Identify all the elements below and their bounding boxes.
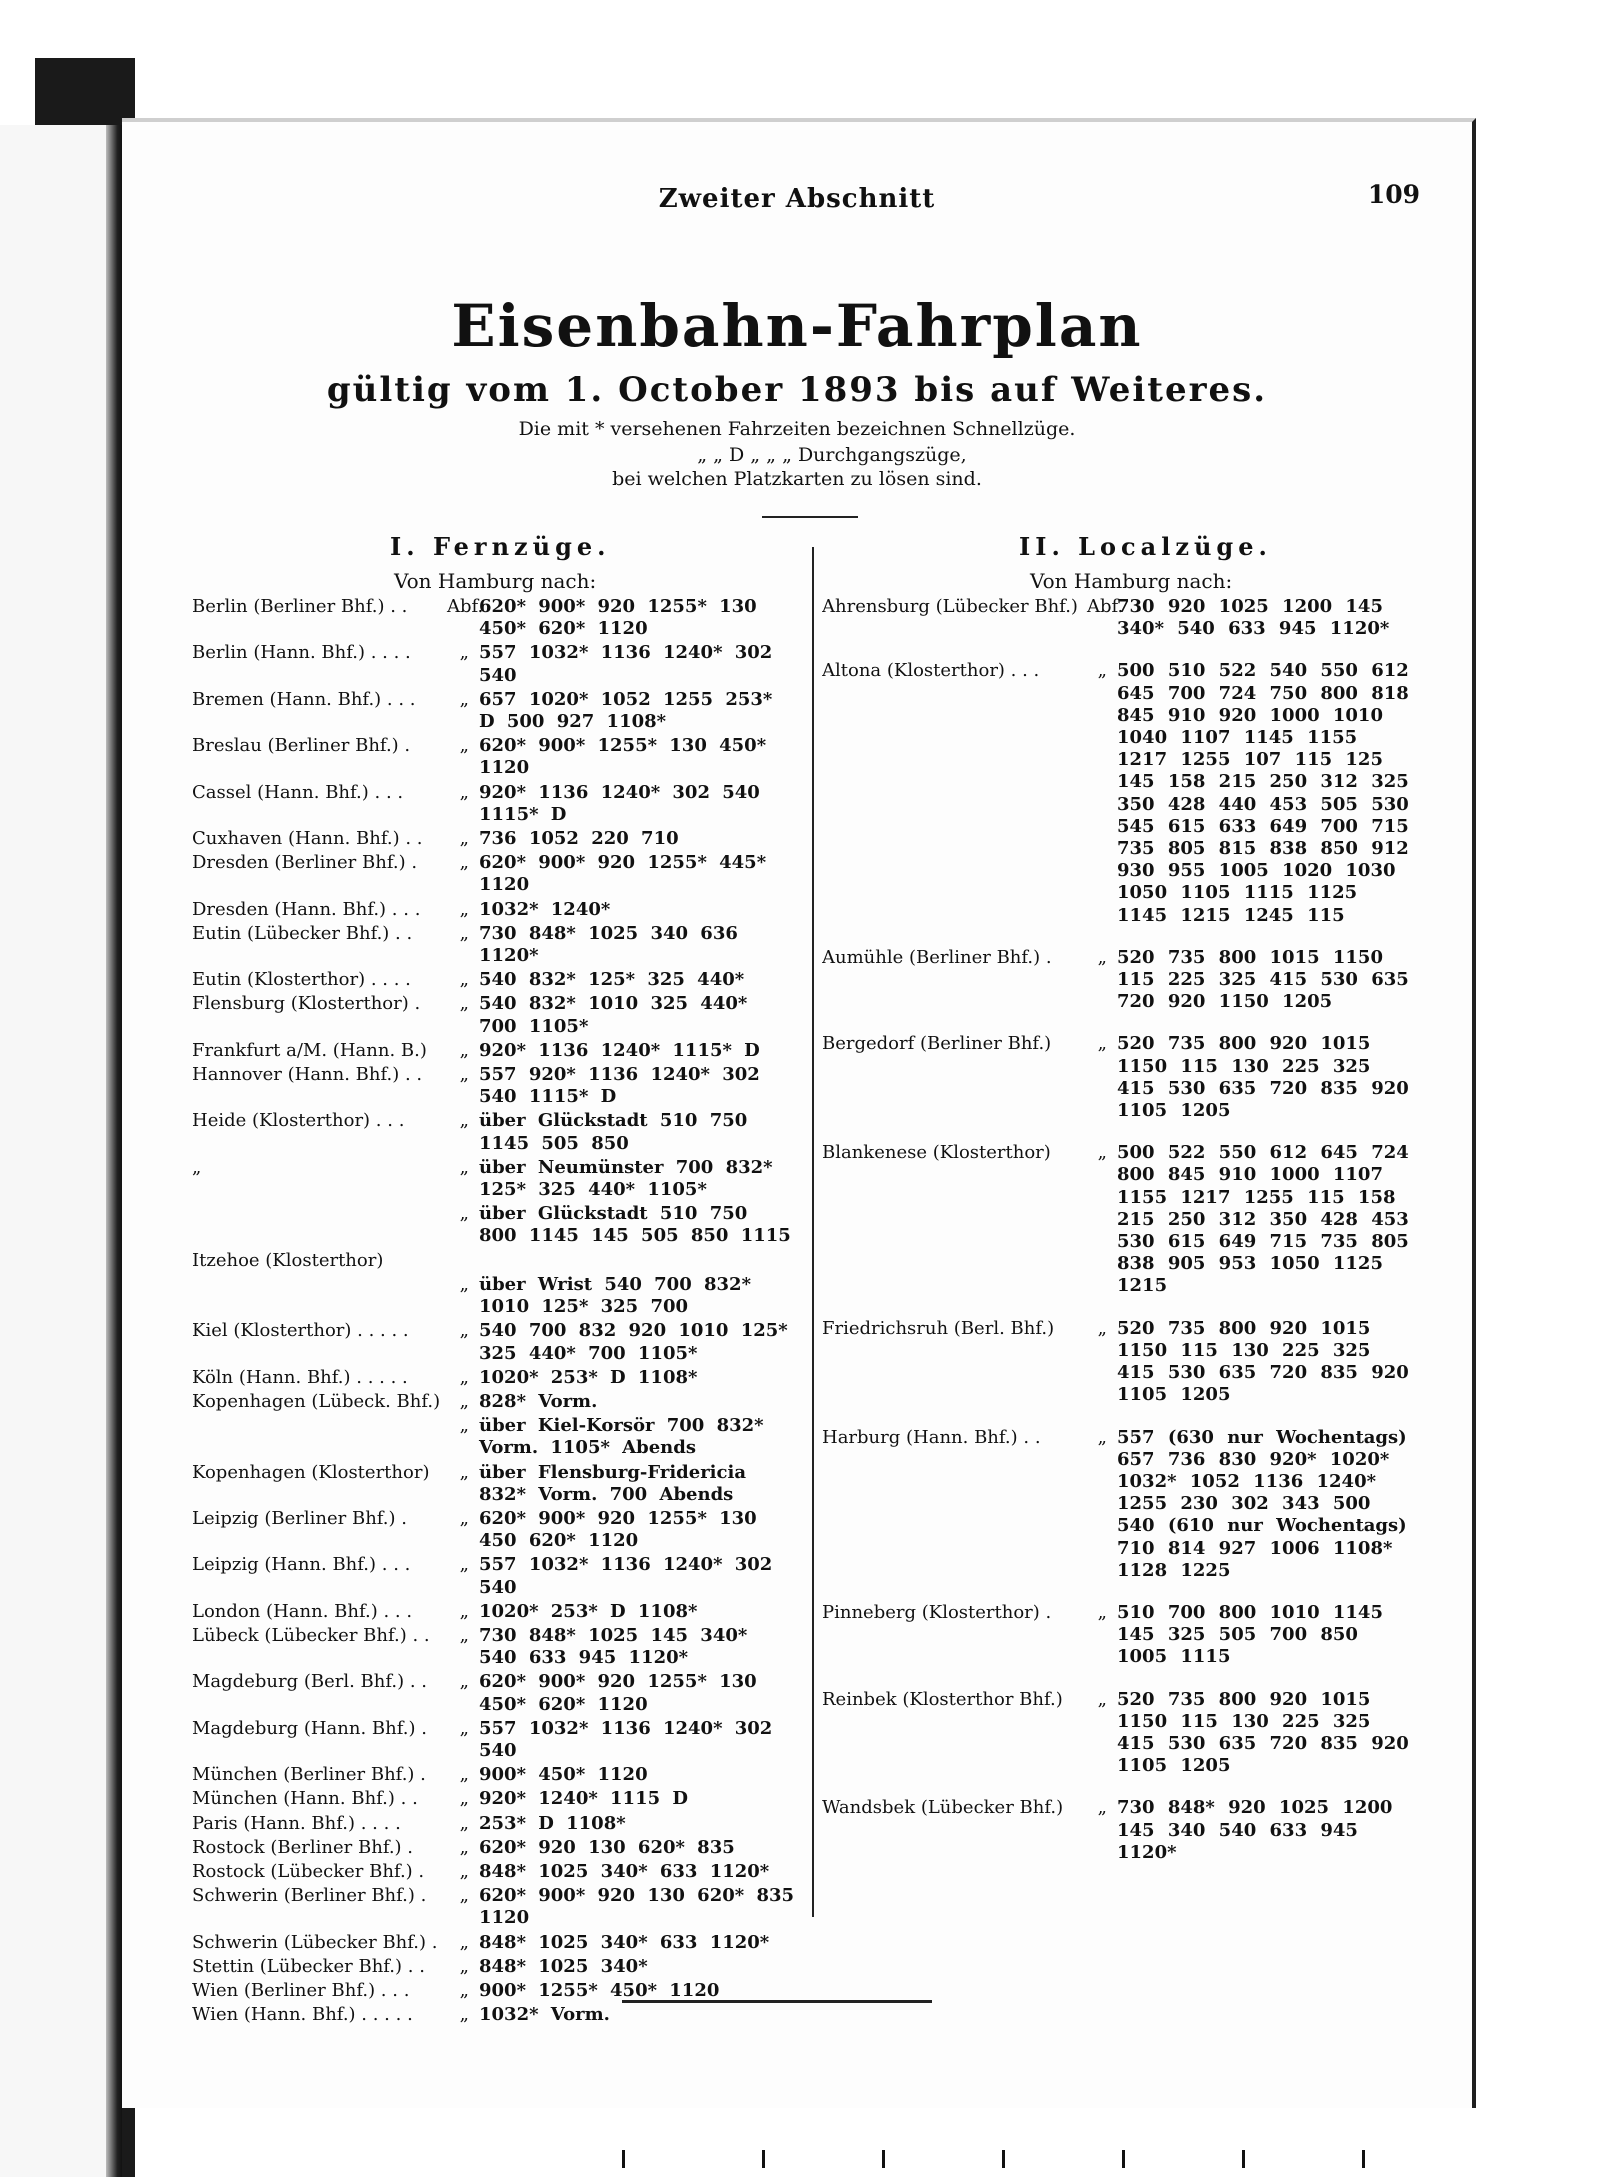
departure-marker: „ <box>459 642 469 664</box>
departure-marker: „ <box>1097 1033 1107 1055</box>
station-name: Schwerin (Berliner Bhf.) . <box>192 1885 427 1907</box>
timetable-row <box>192 1837 797 1859</box>
station-name: Lübeck (Lübecker Bhf.) . . <box>192 1624 430 1646</box>
title-divider <box>762 516 858 518</box>
departure-marker: „ <box>459 735 469 757</box>
departure-marker: Abf. <box>1087 596 1124 617</box>
departure-times: 620* 900* 920 1255* 130 450* 620* 1120 <box>479 596 757 640</box>
section-heading-long-distance: I. Fernzüge. <box>390 532 611 561</box>
timetable-row <box>822 1033 1412 1122</box>
page-title: Eisenbahn-Fahrplan <box>451 292 1143 360</box>
departure-marker: „ <box>459 1156 469 1178</box>
station-name: London (Hann. Bhf.) . . . <box>192 1600 413 1622</box>
station-name: Eutin (Lübecker Bhf.) . . <box>192 922 413 944</box>
departure-times: 557 1032* 1136 1240* 302 540 <box>479 1554 773 1598</box>
timetable-row <box>192 1110 797 1154</box>
departure-marker: „ <box>459 781 469 803</box>
timetable-row <box>192 1764 797 1786</box>
departure-marker: „ <box>459 1788 469 1810</box>
departure-times: 620* 900* 920 1255* 445* 1120 <box>479 852 767 896</box>
station-name: Berlin (Berliner Bhf.) . . <box>192 596 408 617</box>
timetable-row <box>192 1274 797 1318</box>
station-name: Pinneberg (Klosterthor) . <box>822 1601 1052 1623</box>
departure-marker: „ <box>459 1039 469 1061</box>
section-heading-local: II. Localzüge. <box>1019 532 1272 561</box>
departure-times: 520 735 800 920 1015 1150 115 130 225 325 415 530 635 720 835 920 1105 1205 <box>1117 1688 1409 1777</box>
timetable-row <box>822 660 1412 926</box>
departure-marker: „ <box>459 1836 469 1858</box>
departure-times: 1032* 1240* <box>479 898 611 920</box>
departure-marker: „ <box>459 1366 469 1388</box>
departure-marker: „ <box>1097 1317 1107 1339</box>
station-name: Reinbek (Klosterthor Bhf.) <box>822 1688 1063 1710</box>
timetable-row <box>192 1203 797 1247</box>
station-name: Eutin (Klosterthor) . . . . <box>192 969 411 991</box>
departure-times: 620* 920 130 620* 835 <box>479 1836 735 1858</box>
station-name: Hannover (Hann. Bhf.) . . <box>192 1064 423 1086</box>
departure-times: 730 920 1025 1200 145 340* 540 633 945 1120* <box>1117 596 1390 640</box>
departure-times: 510 700 800 1010 1145 145 325 505 700 850 1005 1115 <box>1117 1601 1383 1668</box>
station-name: Aumühle (Berliner Bhf.) . <box>822 946 1052 968</box>
timetable-row <box>192 1367 797 1389</box>
legend-note-seats: bei welchen Platzkarten zu lösen sind. <box>612 468 982 490</box>
departure-marker: „ <box>459 1955 469 1977</box>
timetable-row <box>192 1980 797 2002</box>
station-name: Altona (Klosterthor) . . . <box>822 660 1040 682</box>
book-page <box>122 118 1476 2108</box>
departure-times: 620* 900* 1255* 130 450* 1120 <box>479 735 767 779</box>
departure-times: 736 1052 220 710 <box>479 828 679 850</box>
station-name: Frankfurt a/M. (Hann. B.) <box>192 1039 427 1061</box>
departure-times: 620* 900* 920 1255* 130 450 620* 1120 <box>479 1507 757 1552</box>
departure-times: 657 1020* 1052 1255 253* D 500 927 1108* <box>479 688 773 733</box>
departure-times: über Flensburg-Fridericia 832* Vorm. 700 Abends <box>479 1461 746 1505</box>
departure-marker: „ <box>459 898 469 920</box>
station-name: Berlin (Hann. Bhf.) . . . . <box>192 642 411 664</box>
departure-marker: „ <box>459 828 469 850</box>
departure-marker: „ <box>459 1885 469 1907</box>
station-name: Leipzig (Berliner Bhf.) . <box>192 1507 407 1529</box>
timetable-row <box>822 596 1412 640</box>
departure-times: 540 700 832 920 1010 125* 325 440* 700 1105* <box>479 1320 788 1364</box>
timetable-row <box>192 993 797 1037</box>
timetable-row <box>822 1427 1412 1582</box>
station-name: Bremen (Hann. Bhf.) . . . <box>192 688 416 710</box>
departure-times: 900* 450* 1120 <box>479 1764 648 1786</box>
departure-marker: „ <box>459 1860 469 1882</box>
departure-marker: „ <box>459 1554 469 1576</box>
section-subheading-from-hamburg-local: Von Hamburg nach: <box>1030 569 1233 593</box>
departure-times: 620* 900* 920 1255* 130 450* 620* 1120 <box>479 1671 757 1715</box>
timetable-row <box>192 1788 797 1810</box>
section-subheading-from-hamburg: Von Hamburg nach: <box>394 569 597 593</box>
departure-times: 620* 900* 920 130 620* 835 1120 <box>479 1885 795 1929</box>
departure-marker: „ <box>1097 1142 1107 1164</box>
station-name: Bergedorf (Berliner Bhf.) <box>822 1033 1052 1055</box>
station-name: Breslau (Berliner Bhf.) . <box>192 735 411 757</box>
station-name: Magdeburg (Hann. Bhf.) . <box>192 1717 427 1739</box>
station-name: Itzehoe (Klosterthor) <box>192 1249 384 1271</box>
facing-page-edge <box>0 125 122 2177</box>
departure-times: 557 1032* 1136 1240* 302 540 <box>479 642 773 686</box>
departure-times: 730 848* 1025 340 636 1120* <box>479 922 738 967</box>
departure-times: 253* D 1108* <box>479 1812 626 1834</box>
departure-marker: „ <box>459 1203 469 1225</box>
closing-divider <box>622 2000 932 2003</box>
station-name: Cuxhaven (Hann. Bhf.) . . <box>192 828 423 850</box>
departure-marker: „ <box>459 1764 469 1786</box>
station-name: Schwerin (Lübecker Bhf.) . <box>192 1931 438 1953</box>
departure-times: 730 848* 1025 145 340* 540 633 945 1120* <box>479 1624 748 1669</box>
departure-marker: „ <box>459 1600 469 1622</box>
station-name: Köln (Hann. Bhf.) . . . . . <box>192 1366 408 1388</box>
book-gutter-shadow <box>106 125 122 2177</box>
legend-note-through: „ „ D „ „ „ Durchgangszüge, <box>697 444 967 466</box>
station-name: Heide (Klosterthor) . . . <box>192 1110 405 1132</box>
station-name: Kopenhagen (Lübeck. Bhf.) <box>192 1390 441 1412</box>
station-name: Wien (Berliner Bhf.) . . . <box>192 1979 410 2001</box>
departure-times: 848* 1025 340* <box>479 1955 648 1977</box>
departure-times: 828* Vorm. <box>479 1390 598 1412</box>
timetable-row <box>192 1932 797 1954</box>
departure-times: 500 522 550 612 645 724 800 845 910 1000 1107 1155 1217 1255 115 158 215 250 312 350 428 453 530 615 649 715 735 805 838 905 953 1050 1125 1215 <box>1117 1142 1409 1297</box>
column-divider <box>812 547 814 1917</box>
departure-marker: „ <box>459 969 469 991</box>
departure-marker: Abf. <box>447 596 484 617</box>
departure-times: 520 735 800 920 1015 1150 115 130 225 325 415 530 635 720 835 920 1105 1205 <box>1117 1033 1409 1122</box>
station-name: Magdeburg (Berl. Bhf.) . . <box>192 1671 428 1693</box>
station-name: Ahrensburg (Lübecker Bhf.) <box>822 596 1078 617</box>
departure-marker: „ <box>1097 1688 1107 1710</box>
departure-marker: „ <box>459 922 469 944</box>
timetable-row <box>192 1601 797 1623</box>
departure-times: 920* 1136 1240* 1115* D <box>479 1039 760 1061</box>
station-name: „ <box>192 1156 202 1178</box>
timetable-row <box>192 1554 797 1598</box>
timetable-row <box>192 735 797 779</box>
scan-bottom-marks <box>122 2150 1482 2170</box>
station-name: München (Hann. Bhf.) . . <box>192 1788 418 1810</box>
departure-marker: „ <box>459 1624 469 1646</box>
departure-times: 557 1032* 1136 1240* 302 540 <box>479 1717 773 1761</box>
departure-times: 900* 1255* 450* 1120 <box>479 1979 720 2001</box>
timetable-row <box>192 1415 797 1459</box>
timetable-row <box>192 1064 797 1108</box>
timetable-row <box>822 1689 1412 1778</box>
departure-times: über Glückstadt 510 750 1145 505 850 <box>479 1110 748 1154</box>
station-name: Paris (Hann. Bhf.) . . . . <box>192 1812 401 1834</box>
timetable-row <box>192 1885 797 1929</box>
timetable-row <box>192 1671 797 1715</box>
departure-marker: „ <box>1097 1797 1107 1819</box>
departure-marker: „ <box>1097 1601 1107 1623</box>
departure-marker: „ <box>459 1717 469 1739</box>
timetable-row <box>192 2004 797 2026</box>
departure-marker: „ <box>459 2004 469 2026</box>
departure-marker: „ <box>1097 1426 1107 1448</box>
departure-marker: „ <box>1097 946 1107 968</box>
timetable-row <box>822 1797 1412 1864</box>
station-name: Stettin (Lübecker Bhf.) . . <box>192 1955 425 1977</box>
timetable-row <box>192 1861 797 1883</box>
station-name: Leipzig (Hann. Bhf.) . . . <box>192 1554 411 1576</box>
station-name: Friedrichsruh (Berl. Bhf.) <box>822 1317 1055 1339</box>
station-name: Harburg (Hann. Bhf.) . . <box>822 1426 1041 1448</box>
departure-marker: „ <box>459 1507 469 1529</box>
departure-marker: „ <box>459 1671 469 1693</box>
station-name: Cassel (Hann. Bhf.) . . . <box>192 781 404 803</box>
departure-times: 848* 1025 340* 633 1120* <box>479 1860 770 1882</box>
station-name: Blankenese (Klosterthor) <box>822 1142 1051 1164</box>
departure-marker: „ <box>459 1461 469 1483</box>
station-name: Dresden (Berliner Bhf.) . <box>192 852 418 874</box>
departure-times: 1020* 253* D 1108* <box>479 1600 698 1622</box>
departure-marker: „ <box>459 1812 469 1834</box>
timetable-row <box>192 689 797 733</box>
departure-times: 540 832* 125* 325 440* <box>479 969 745 991</box>
station-name: Dresden (Hann. Bhf.) . . . <box>192 898 421 920</box>
timetable-row <box>192 642 797 686</box>
timetable-row <box>192 1157 797 1201</box>
departure-times: 500 510 522 540 550 612 645 700 724 750 800 818 845 910 920 1000 1010 1040 1107 1145 1155 1217 1255 107 115 125 145 158 215 250 312 325 350 428 440 453 505 530 545 615 633 649 700 715 735 805 815 838 850 912 930 955 1005 1020 1030 1050 1105 1115 1125 1145 1215 1245 115 <box>1117 660 1409 926</box>
departure-marker: „ <box>459 993 469 1015</box>
departure-times: 1020* 253* D 1108* <box>479 1366 698 1388</box>
timetable-row <box>192 1508 797 1552</box>
station-name: Kopenhagen (Klosterthor) <box>192 1461 430 1483</box>
departure-marker: „ <box>459 1979 469 2001</box>
station-name: Flensburg (Klosterthor) . <box>192 993 421 1015</box>
page-number: 109 <box>1367 180 1420 209</box>
timetable-row <box>192 852 797 896</box>
timetable-row <box>192 1250 797 1272</box>
timetable-row <box>192 1956 797 1978</box>
station-name: Rostock (Lübecker Bhf.) . <box>192 1860 425 1882</box>
departure-marker: „ <box>459 852 469 874</box>
timetable-row <box>822 1602 1412 1669</box>
departure-times: über Neumünster 700 832* 125* 325 440* 1105* <box>479 1156 773 1201</box>
departure-times: über Glückstadt 510 750 800 1145 145 505 850 1115 <box>479 1203 791 1247</box>
departure-marker: „ <box>459 1110 469 1132</box>
departure-times: 730 848* 920 1025 1200 145 340 540 633 945 1120* <box>1117 1797 1393 1863</box>
timetable-row <box>192 1391 797 1413</box>
station-name: München (Berliner Bhf.) . <box>192 1764 426 1786</box>
timetable-row <box>192 1320 797 1364</box>
timetable-row <box>822 947 1412 1014</box>
timetable-row <box>822 1142 1412 1297</box>
station-name: Rostock (Berliner Bhf.) . <box>192 1836 414 1858</box>
departure-times: 848* 1025 340* 633 1120* <box>479 1931 770 1953</box>
departure-marker: „ <box>459 1931 469 1953</box>
timetable-row <box>192 1462 797 1506</box>
timetable-row <box>192 1718 797 1762</box>
timetable-long-distance <box>192 596 797 2028</box>
departure-marker: „ <box>459 1064 469 1086</box>
departure-times: 520 735 800 1015 1150 115 225 325 415 530 635 720 920 1150 1205 <box>1117 946 1409 1013</box>
departure-marker: „ <box>459 688 469 710</box>
departure-marker: „ <box>459 1273 469 1295</box>
timetable-row <box>192 923 797 967</box>
timetable-row <box>192 828 797 850</box>
timetable-local <box>822 596 1412 1866</box>
timetable-row <box>192 782 797 826</box>
timetable-row <box>192 1625 797 1669</box>
departure-times: 1032* Vorm. <box>479 2004 610 2026</box>
departure-times: 540 832* 1010 325 440* 700 1105* <box>479 993 748 1037</box>
timetable-row <box>192 899 797 921</box>
departure-marker: „ <box>459 1415 469 1437</box>
departure-times: 920* 1240* 1115 D <box>479 1788 689 1810</box>
station-name: Wandsbek (Lübecker Bhf.) <box>822 1797 1064 1819</box>
page-subtitle: gültig vom 1. October 1893 bis auf Weiteres. <box>326 370 1268 410</box>
timetable-row <box>192 969 797 991</box>
departure-times: 920* 1136 1240* 302 540 1115* D <box>479 781 760 825</box>
departure-times: über Wrist 540 700 832* 1010 125* 325 700 <box>479 1273 751 1318</box>
departure-times: über Kiel-Korsör 700 832* Vorm. 1105* Abends <box>479 1415 764 1459</box>
departure-times: 520 735 800 920 1015 1150 115 130 225 325 415 530 635 720 835 920 1105 1205 <box>1117 1317 1409 1406</box>
legend-note-express: Die mit * versehenen Fahrzeiten bezeichnen Schnellzüge. <box>518 418 1076 440</box>
timetable-row <box>192 596 797 640</box>
timetable-row <box>822 1318 1412 1407</box>
departure-times: 557 920* 1136 1240* 302 540 1115* D <box>479 1064 760 1108</box>
departure-marker: „ <box>459 1320 469 1342</box>
timetable-row <box>192 1813 797 1835</box>
running-head: Zweiter Abschnitt <box>658 184 936 214</box>
station-name: Kiel (Klosterthor) . . . . . <box>192 1320 409 1342</box>
departure-marker: „ <box>459 1390 469 1412</box>
departure-times: 557 (630 nur Wochentags) 657 736 830 920* 1020* 1032* 1052 1136 1240* 1255 230 302 343 500 540 (610 nur Wochentags) 710 814 927 1006 1108* 1128 1225 <box>1117 1426 1407 1581</box>
timetable-row <box>192 1040 797 1062</box>
departure-marker: „ <box>1097 660 1107 682</box>
station-name: Wien (Hann. Bhf.) . . . . . <box>192 2004 413 2026</box>
